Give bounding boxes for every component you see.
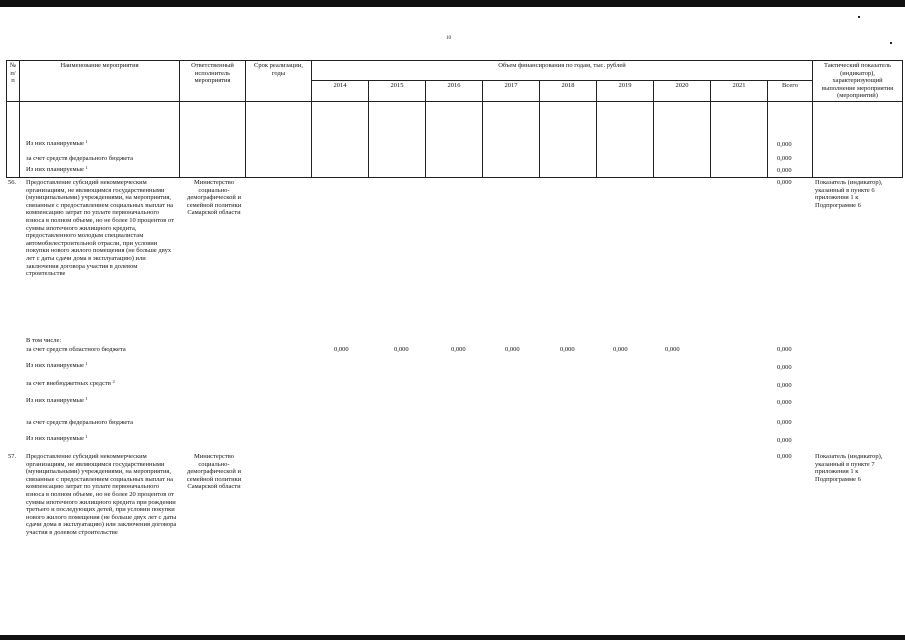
item-responsible: Министерство социально-демографической и семейной политики Самарской области (186, 453, 242, 491)
row-total: 0,000 (777, 141, 792, 148)
item-name: Предоставление субсидий некоммерческим организациям, не являющимся государственными (муниципальными) учреждениями, на мероприятия, связанные с предоставлением социальных выплат на компенсацию затрат по уплате первоначального взноса в полном объеме, но не более 10 процентов от суммы ипотечного жилищного кредита, предоставленного молодым специалистам автомобилестроительной отрасли, при условии покупки нового жилого помещения (не больше двух лет с даты сдачи дома в эксплуатацию) или заключения договора участия в долевом строительстве (26, 179, 174, 278)
row-total: 0,000 (777, 167, 792, 174)
row-total: 0,000 (777, 155, 792, 162)
item-total: 0,000 (777, 179, 792, 186)
row-label: Из них планируемые $^1$ (26, 396, 88, 404)
header-year: 2018 (540, 81, 597, 101)
header-year: 2020 (654, 81, 711, 101)
scan-speck (858, 16, 860, 18)
row-label: за счет внебюджетных средств $^2$ (26, 379, 115, 387)
header-year: 2016 (426, 81, 483, 101)
row-total: 0,000 (777, 346, 792, 353)
row-total: 0,000 (777, 364, 792, 371)
header-responsible: Ответственный исполнитель мероприятия (180, 61, 246, 102)
row-value-2018: 0,000 (560, 346, 575, 353)
row-value-2019: 0,000 (613, 346, 628, 353)
row-label: за счет средств федерального бюджета (26, 155, 134, 162)
scan-speck (890, 42, 892, 44)
row-label: за счет средств областного бюджета (26, 346, 126, 353)
header-year: 2015 (369, 81, 426, 101)
item-number: 56. (8, 179, 17, 186)
row-total: 0,000 (777, 399, 792, 406)
header-indicator: Тактический показатель (индикатор), характеризующий выполнение мероприятия (мероприятий) (813, 61, 903, 102)
row-value-2020: 0,000 (665, 346, 680, 353)
item-number: 57. (8, 453, 17, 460)
row-value-2017: 0,000 (505, 346, 520, 353)
header-year: 2021 (711, 81, 768, 101)
header-finance: Объем финансирования по годам, тыс. рублей (312, 61, 813, 81)
header-number: № п/п (7, 61, 20, 102)
header-table (6, 60, 903, 178)
header-year: 2017 (483, 81, 540, 101)
row-value-2016: 0,000 (451, 346, 466, 353)
row-total: 0,000 (777, 419, 792, 426)
row-label: за счет средств федерального бюджета (26, 419, 134, 426)
page-number: 10 (446, 36, 451, 41)
row-label: Из них планируемые $^1$ (26, 165, 88, 173)
row-total: 0,000 (777, 382, 792, 389)
row-value-2014: 0,000 (334, 346, 349, 353)
item-indicator: Показатель (индикатор), указанный в пункте 6 приложения 1 к Подпрограмме 6 (815, 179, 883, 209)
row-total: 0,000 (777, 437, 792, 444)
header-year: 2019 (597, 81, 654, 101)
scan-top-border (0, 0, 905, 7)
row-label: Из них планируемые $^1$ (26, 434, 88, 442)
row-label: Из них планируемые $^1$ (26, 361, 88, 369)
item-total: 0,000 (777, 453, 792, 460)
row-value-2015: 0,000 (394, 346, 409, 353)
row-label: Из них планируемые $^1$ (26, 139, 88, 147)
header-year: 2014 (312, 81, 369, 101)
header-term: Срок реализации, годы (246, 61, 312, 102)
item-name: Предоставление субсидий некоммерческим организациям, не являющимся государственными (муниципальными) учреждениями, на мероприятия, связанные с предоставлением социальных выплат на компенсацию затрат по уплате первоначального взноса в полном объеме, но не более 20 процентов от суммы ипотечного жилищного кредита при рождении третьего и последующих детей, при условии покупки нового жилого помещения (не больше двух лет с даты сдачи дома в эксплуатацию) или заключения договора участия в долевом строительстве (26, 453, 177, 536)
header-year-total: Всего (768, 81, 813, 101)
item-responsible: Министерство социально-демографической и семейной политики Самарской области (186, 179, 242, 217)
item-indicator: Показатель (индикатор), указанный в пункте 7 приложения 1 к Подпрограмме 6 (815, 453, 883, 483)
breakdown-intro: В том числе: (26, 337, 62, 344)
scan-bottom-border (0, 635, 905, 640)
header-name: Наименование мероприятия (20, 61, 180, 102)
